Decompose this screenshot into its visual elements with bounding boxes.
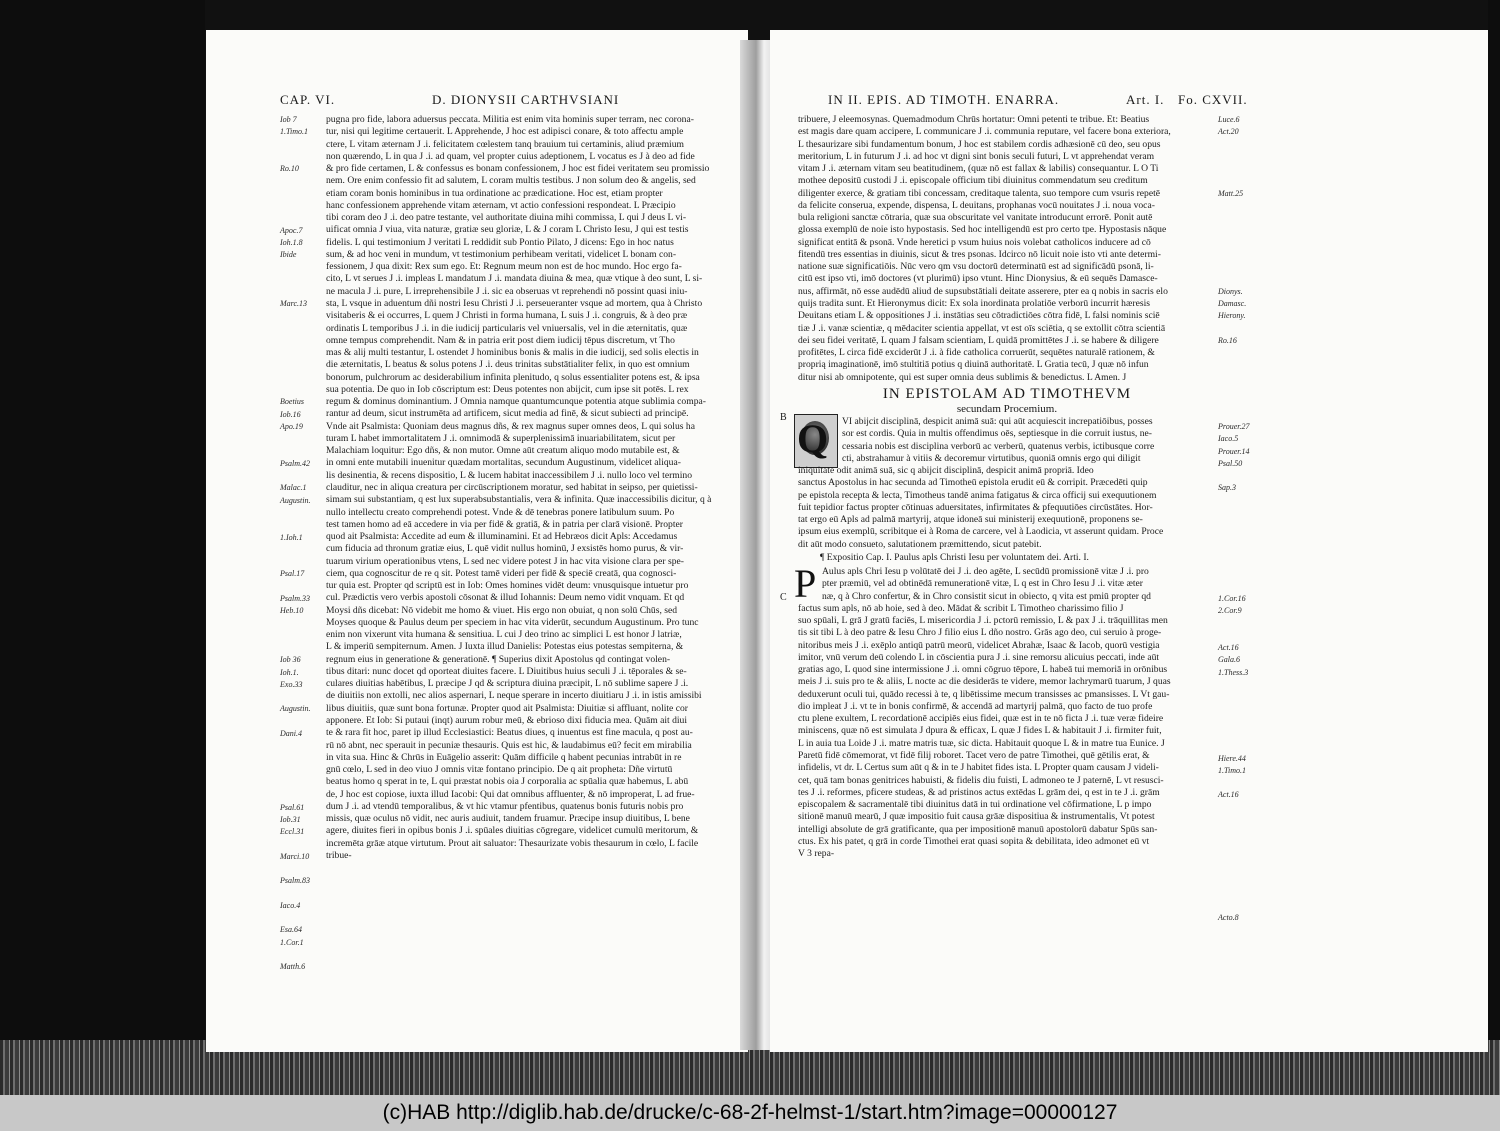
text-line: turam L habet immortalitatem J .i. omnimodā & superplenissimā inuariabilitatem, sicut per	[326, 432, 676, 444]
text-line: cul. Prædictis vero verbis apostoli cōsonat & illud Iohannis: Deum nemo vidit vnquam. Et qd	[326, 592, 685, 604]
scan-right-edge	[1488, 0, 1500, 1095]
text-line: miniscens, quæ nō est simulata J dpura & efficax, L quæ J fides L & habitauit J .i. firmiter fuit,	[798, 725, 1162, 737]
margin-reference: Ibide	[280, 250, 297, 260]
margin-reference: Psal.61	[280, 802, 305, 812]
left-page	[206, 30, 748, 1052]
text-line: test tamen homo ad eā accedere in via per fidē & gratiā, & in patria per clarā visionē. Propter	[326, 518, 683, 530]
text-line: ipsum eius exemplū, scribitque ei à Roma de carcere, vel à Laodicia, vt asserunt quidam. Proce	[798, 526, 1164, 538]
margin-reference: Act.20	[1218, 127, 1239, 137]
text-line: meis J .i. suis pro te & aliis, L nocte ac die desiderās te videre, memor lachrymarū tuarum, J quas	[798, 676, 1171, 688]
text-line: ctere, L vitam æternam J .i. felicitatem cœlestem tanq brauium tui certaminis, aliud præmium	[326, 138, 684, 150]
margin-reference: Prouer.27	[1218, 422, 1250, 431]
margin-reference: Iob.31	[280, 814, 301, 824]
text-line: cti, abstrahamur à vitiis & decoremur virtutibus, quoniā omnis ergo qui diligit	[842, 452, 1141, 464]
text-line: L & imperiū sempiternum. Amen. J Iuxta illud Danielis: Potestas eius potestas sempiterna, &	[326, 641, 684, 653]
text-line: pugna pro fide, labora aduersus peccata. Militia est enim vita hominis super terram, nec corona-	[326, 114, 694, 125]
text-line: dei seu fidei veritatē, L quam J falsam scientiam, L quidā promittētes J .i. se habere & diligere	[798, 334, 1159, 346]
text-line: proprią imaginationē, imō stultitiā potius q diuinā authoritatē. L Gratia tecū, J quæ nō infun	[798, 359, 1149, 371]
text-line: significat entitā & psonā. Vnde heretici p vsum huius nois volebat catholicos inducere ad cō	[798, 236, 1151, 248]
text-line: clauditur, nec in aliqua creatura per circūscriptionem moratur, sed habitat in seipso, per quietissi-	[326, 481, 698, 493]
margin-reference: Apoc.7	[280, 225, 303, 235]
text-line: L thesaurizare sibi fundamentum bonum, J hoc est stabilem cordis adhæsionē cū deo, seu opus	[798, 138, 1161, 150]
margin-reference: 2.Cor.9	[1218, 606, 1242, 616]
text-line: citū est ipso vti, imō doctores (vt plurimū) ipso vtunt. Hinc Dionysius, & eū sequēs Damasce-	[798, 273, 1158, 285]
margin-reference: 1.Cor.16	[1218, 593, 1246, 603]
margin-reference: Luce.6	[1218, 115, 1240, 124]
copyright-footer	[0, 1095, 1500, 1131]
text-line: te & rara fit hoc, paret ip illud Ecclesiastici: Beatus diues, q inuentus est fine macula, q post au-	[326, 727, 693, 739]
text-line: etiam coram bonis hominibus in tua ordinatione ac prædicatione. Hoc est, etiam propter	[326, 187, 663, 199]
text-line: in omni ente mutabili inuenitur quædam mortalitas, secundum Augustinum, videlicet aliqua-	[326, 457, 681, 469]
text-line: sor est cordis. Quia in multis offendimus oēs, septiesque in die corruit iustus, ne-	[842, 428, 1152, 440]
text-line: intelligi absolute de grā gratificante, qua per impositionē manuū apostolorū dabatur Spūs san-	[798, 823, 1158, 835]
text-line: profitētes, L circa fidē exciderūt J .i. à fide catholica corruerūt, sequētes naturalē rationem, &	[798, 347, 1155, 359]
text-line: omne tempus comprehendit. Nam & in patria erit post diem iudicij tēpus discretum, vt Tho	[326, 334, 675, 346]
margin-reference: Acto.8	[1218, 913, 1239, 923]
text-line: mas & alij multi testantur, L ostendet J hominibus bonis & malis in die iudicij, sed solis electis in	[326, 347, 699, 359]
text-line: nus, affirmāt, nō esse audēdū aliud de supsubstātiali deitate asserere, pter ea q nobis in sacris elo	[798, 285, 1168, 297]
section-marker-b: B	[780, 412, 787, 423]
margin-reference: Ioh.1.8	[280, 237, 303, 247]
right-margin-notes	[1218, 114, 1278, 923]
text-line: tis sit tibi L à deo patre & Iesu Chro J filio eius L dño nostro. Grās ago deo, cui seruio à proge-	[798, 627, 1162, 639]
text-line: episcopalem & sacramentalē tibi diuinitus datā in tui ordinatione vel cōfirmatione, L p impo	[798, 799, 1152, 811]
text-line: cessaria nobis est disciplina verborū ac verberū, quatenus verbis, ictibusque corre	[842, 440, 1155, 452]
margin-reference: Prouer.14	[1218, 446, 1250, 456]
text-line: fuit tepidior factus propter cōtinuas aduersitates, infirmitates & pfequutiōes circūstātes. Hor-	[798, 501, 1153, 513]
text-line: sua potentia. De quo in Iob cōscriptum est: Deus potentes non abijcit, cum ipse sit potēs. L rex	[326, 383, 689, 395]
text-line: in vita sua. Hinc & Chrūs in Euāgelio asserit: Quām difficile q habent pecunias intrabūt in re	[326, 751, 682, 763]
margin-reference: Marc.13	[280, 299, 308, 309]
prologue-text	[798, 416, 1216, 552]
margin-reference: Psal.17	[280, 569, 305, 579]
chapter-label: CAP. VI.	[280, 92, 336, 107]
article-label: Art. I.	[1126, 92, 1165, 107]
text-line: tur quia est. Propter qd scriptū est in Iob: Omes homines vidēt deum: vnusquisque intuetur pro	[326, 580, 689, 592]
margin-reference: Heb.10	[280, 606, 304, 616]
text-line: tribue-	[326, 849, 352, 861]
margin-reference: Iaco.5	[1218, 434, 1239, 444]
text-line: rū nō abnt, nec sperauit in pecuniæ thesauris. Quis est hic, & laudabimus eū? fecit em mirabilia	[326, 739, 692, 751]
margin-reference: Psalm.83	[280, 876, 310, 886]
text-line: tibi coram deo J .i. deo patre testante, vel authoritate diuina mihi commissa, L qui J deus L vi-	[326, 212, 687, 224]
margin-reference: Dionys.	[1218, 286, 1243, 296]
text-line: fitendū tres essentias in diuinis, sicut & tres psonas. Idcirco nō licuit noie isto vti ante determi-	[798, 248, 1161, 260]
margin-reference: Ro.16	[1218, 336, 1237, 346]
margin-reference: Psal.50	[1218, 458, 1243, 468]
text-line: glossa exemplū de noie isto hypostasis. Sed hoc intelligendū est pro certo tpe. Hypostasis nāque	[798, 224, 1167, 236]
text-line: Vnde ait Psalmista: Quoniam deus magnus dñs, & rex magnus super omnes deos, L qui solus ha	[326, 420, 695, 432]
text-line: iniquitatē odit animā suā, sic q abijcit disciplinā, despicit animā propriā. Ideo	[798, 465, 1094, 477]
text-line: tuarum virium operationibus vtens, L sed nec videre potest J in hac vita visione clara per spe-	[326, 555, 684, 567]
text-line: VI abijcit disciplinā, despicit animā suā: qui aūt acquiescit increpatiōibus, posses	[842, 416, 1153, 427]
text-line: fidelis. L qui testimonium J veritati L reddidit sub Pontio Pilato, J dicens: Ego in hoc natus	[326, 236, 674, 248]
margin-reference: Sap.3	[1218, 483, 1236, 493]
margin-reference: Ioh.1.	[280, 667, 299, 677]
text-line: ciem, qua cognoscitur de re q sit. Potest tamē videri per fidē & speciē creatā, qua cognosci-	[326, 567, 677, 579]
right-page	[770, 30, 1488, 1052]
text-line: Malachiam loquitur: Ego dñs, & non mutor. Omne aūt creatum aliquo modo mutabile est, &	[326, 445, 680, 457]
text-line: quijs tradita sunt. Et Hieronymus dicit: Ex sola inordinata prolatiōe verborū incurrit hæresis	[798, 297, 1150, 309]
text-line: ditur nisi ab omnipotente, qui est super omnia deus sublimis & benedictus. L Amen. J	[798, 371, 1127, 383]
text-line: ctu plene exultem, L recordationē accipiēs eius fidei, quæ est in te nō ficta J .i. tuæ veræ fideire	[798, 713, 1164, 725]
text-line: ne macula J .i. pure, L irreprehensibile J .i. sic ea obseruas vt reprehendi nō possint quasi iniu-	[326, 285, 688, 297]
text-line: missis, quæ oculus nō vidit, nec auris audiuit, tandem fruamur. Præcipe insup diuitibus, L bene	[326, 813, 690, 825]
section-subtitle: secundam Procemium.	[956, 403, 1058, 415]
text-line: V 3 repa-	[798, 848, 835, 860]
text-line: apponere. Et Iob: Si putaui (inqt) aurum robur meū, & ebrioso dixi fiducia mea. Quām ait diui	[326, 715, 688, 727]
margin-reference: Iob 7	[280, 115, 297, 124]
running-title: D. DIONYSII CARTHVSIANI	[432, 92, 620, 107]
margin-reference: Augustin.	[280, 704, 311, 714]
margin-reference: Matt.25	[1218, 188, 1244, 198]
text-line: libus diuitiis, quæ sunt bona fortunæ. Propter quod ait Psalmista: Diuitiæ si affluant, nolite cor	[326, 702, 688, 714]
text-line: nullo intellectu creato comprehendi potest. Vnde & dē tenebras ponere latibulum suum. Po	[326, 506, 675, 518]
text-line: mothee depositū custodi J .i. episcopale officium tibi diuinitus commendatum seu creditum	[798, 175, 1148, 187]
text-line: Paretū fidē cōmemorat, vt fidē filij roboret. Tacet vero de patre Timothei, quē gētilis erat, &	[798, 749, 1150, 761]
text-line: tribuere, J eleemosynas. Quemadmodum Chrūs hortatur: Omni petenti te tribue. Et: Beatius	[798, 114, 1150, 125]
margin-reference: Ro.10	[280, 164, 299, 174]
margin-reference: Hierony.	[1218, 311, 1246, 321]
drop-initial-letter: Q	[797, 416, 829, 461]
text-line: pe epistola recepta & lecta, Timotheus tandē anima fatigatus & circa officij sui exequutionem	[798, 489, 1157, 501]
text-line: de diuitiis non extolli, nec alios aspernari, L neque sperare in incerto diuitiaru J .i. in istis amissibi	[326, 690, 702, 702]
text-line: tes J .i. reformes, pficere studeas, & ad pristinos actus extēdas L grām dei, q est in te J .i. grām	[798, 786, 1160, 798]
text-line: gratias ago, L quod sine intermissione J .i. omni cōgruo tēpore, L habeā tui memoriā in orōnibus	[798, 664, 1168, 676]
text-line: deduxerunt oculi tui, quādo recessi à te, q libētissime mecum transisses ac pmansisses. L Vt gau-	[798, 688, 1170, 700]
left-body-text	[326, 114, 746, 994]
margin-reference: Augustin.	[280, 495, 311, 505]
text-line: cito, L vt serues J .i. impleas L mandatum J .i. mandata diuina & mea, quæ vtique à deo sunt, L si-	[326, 273, 703, 285]
margin-reference: Gala.6	[1218, 655, 1240, 665]
exposition-heading: ¶ Expositio Cap. I. Paulus apls Christi Iesu per voluntatem dei. Arti. I.	[820, 552, 1089, 563]
margin-reference: Iob.16	[280, 409, 301, 419]
text-line: infidelis, vt dr. L Certus sum aūt q & in te J habitet fides ista. L Propter quam causam J videli-	[798, 762, 1159, 774]
left-margin-notes	[280, 114, 326, 972]
text-line: enim non vixerunt vita humana & sensitiua. L cui J deo trino ac simplici L est honor J latriæ,	[326, 629, 682, 641]
text-line: da felicite conserua, expende, dispensa, L deuitans, prophanas vocū nouitates J .i. noua voca-	[798, 199, 1155, 211]
text-line: natione suæ significatiōis. Nūc vero qm vsu doctorū determinatū est ad significādū psonā, li-	[798, 261, 1154, 273]
folio-label: Fo. CXVII.	[1178, 92, 1248, 107]
text-line: lis desinentia, & recens dispositio, L & lucem habitat inaccessibilem J .i. nullo loco vel termino	[326, 469, 692, 481]
text-line: dum J .i. ad vtendū temporalibus, & vt hic vtamur pfentibus, quatenus bonis futuris nobis pro	[326, 800, 684, 812]
margin-reference: Act.16	[1218, 643, 1239, 653]
margin-reference: Exo.33	[280, 679, 303, 689]
text-line: de, J hoc est copiose, iuxta illud Iacobi: Qui dat omnibus affluenter, & nō improperat, L ad frue-	[326, 788, 695, 800]
text-line: beatus homo q sperat in te, L qui præstat nobis oia J corporalia ac spūalia quæ habemus, L abū	[326, 776, 689, 788]
margin-reference: Matth.6	[280, 962, 306, 972]
text-line: rantur ad deum, sicut instrumēta ad artificem, sicut media ad finē, & sicut subiecti ad principē.	[326, 408, 689, 420]
section-marker-c: C	[780, 592, 787, 603]
text-line: & pro fide certamen, L & confessus es bonam confessionem, J hoc est fidei veritatem seu promissio	[326, 163, 710, 175]
text-line: vitam J .i. æternam vitam seu beatitudinem, (quæ nō est fallax & labilis) consequantur. L O Ti	[798, 163, 1159, 175]
running-title: IN II. EPIS. AD TIMOTH. ENARRA.	[828, 92, 1060, 107]
exposition-text	[798, 566, 1216, 866]
text-line: L in auia tua Loide J .i. matre matris tuæ, sic dicta. Habitauit quoque L & in matre tua Eunice. J	[798, 737, 1165, 749]
p-initial: P	[794, 561, 817, 606]
text-line: visitaberis & ei occurres, L quem J Christi in forma humana, L suis J .i. congruis, & à deo præ	[326, 310, 688, 322]
text-line: cum fiducia ad thronum gratiæ eius, L quē vidit nullus hominū, J exsistēs homo purus, & vir-	[326, 543, 684, 555]
margin-reference: 1.Timo.1	[280, 127, 309, 137]
text-line: non quærendo, L in qua J .i. ad quam, vel propter cuius adeptionem, L vocatus es J à deo ad fide	[326, 150, 695, 162]
text-line: regum & dominus dominantium. J Omnia namque quantumcunque potentia atque sublimia compa-	[326, 396, 706, 408]
text-line: tur, nisi qui legitime certauerit. L Apprehende, J hoc est adipisci conare, & toto affectu ample	[326, 126, 684, 138]
text-line: sitionē manuū mearū, J quæ impositio fuit causa grāæ dispositiua & instrumentalis, Vt potest	[798, 811, 1155, 823]
text-line: suo spūali, L grā J gratū faciēs, L misericordia J .i. pctorū remissio, L & pax J .i. trāquillitas men	[798, 615, 1168, 627]
text-line: meritorium, L in futurum J .i. ad hoc vt digni sint bonis seculi futuri, L vt apprehendat veram	[798, 150, 1155, 162]
text-line: Aulus apls Chri Iesu p volūtatē dei J .i. deo agēte, L secūdū promissionē vitæ J .i. pro	[822, 566, 1149, 577]
text-line: dio impleat J .i. vt te in bonis confirmē, & accendā ad martyrij palmā, quo facto de tuo profe	[798, 700, 1153, 712]
text-line: die æternitatis, L beatus & solus potens J .i. deus trinitas substātialiter felix, in quo est omnium	[326, 359, 690, 371]
text-line: Deuitans etiam L & oppositiones J .i. instātias seu cōtradictiōes cōtra fidē, L falsi nominis sciē	[798, 310, 1160, 322]
text-line: sanctus Apostolus in hac secunda ad Timotheū epistola erudit eū & corripit. Præcedēti quip	[798, 477, 1148, 489]
text-line: ordinatis L temporibus J .i. in die iudicij particularis vel vniuersalis, vel in die æternitatis, quæ	[326, 322, 688, 334]
text-line: ctus. Ex his patet, q grā in corde Timothei erat quasi sopita & debilitata, ideo admonet eū vt	[798, 835, 1150, 847]
margin-reference: Apo.19	[280, 422, 303, 431]
scan-left-edge	[0, 0, 205, 1095]
text-line: imitor, vnū verum deū colendo L in cōscientia pura J .i. sine remorsu alicuius peccati, inde aūt	[798, 651, 1160, 663]
text-line: hanc confessionem apprehende vitam æternam, vt actio confessioni respondeat. L Præcipio	[326, 199, 676, 211]
margin-reference: Malac.1	[280, 483, 307, 493]
text-line: diligenter exerce, & gratiam tibi concessam, creditaque talenta, suo tempore cum vsuris repetē	[798, 187, 1161, 199]
margin-reference: Iob 36	[280, 655, 301, 665]
margin-reference: Act.16	[1218, 790, 1239, 800]
text-line: incremēta grāæ atque virtutum. Prout ait saluator: Thesaurizate vobis thesaurum in cœlo, L facile	[326, 837, 699, 849]
text-line: cet, quā tam bonas genitrices habuisti, & fidelis diu fuisti, L admoneo te J paternē, L vt resusci-	[798, 774, 1164, 786]
text-line: tibus ditari: nunc docet qd oporteat diuites facere. L Diuitibus huius seculi J .i. tēporales & se-	[326, 665, 687, 677]
text-line: bula religioni sanctæ cōtraria, quæ sua obscuritate vel vanitate introducunt errorē. Ponit autē	[798, 212, 1153, 224]
margin-reference: Esa.64	[280, 925, 302, 935]
margin-reference: Dani.4	[280, 729, 302, 738]
margin-reference: Eccl.31	[280, 827, 305, 837]
text-line: tiæ J .i. vanæ scientiæ, q mēdaciter scientia appellat, vt est oīs sciētia, q se extollit cōtra scientiā	[798, 322, 1166, 334]
margin-reference: Hiere.44	[1218, 753, 1246, 763]
text-line: factus sum apls, nō ab hoie, sed à deo. Mādat & scribit L Timotheo charissimo filio J	[798, 602, 1124, 614]
margin-reference: 1.Ioh.1	[280, 532, 303, 542]
margin-reference: Psalm.42	[280, 458, 310, 468]
text-line: tat ergo eū Apls ad palmā martyrij, atque idoneā sui ministerij exequutionē, proponens se-	[798, 514, 1143, 526]
text-line: Moyses quoque & Paulus deum per speciem in hac vita viderūt, secundum Augustinum. Pro tunc	[326, 616, 699, 628]
text-line: nitoribus meis J .i. exēplo antiqū patrū meorū, videlicet Abrahæ, Isaac & Iacob, quorū vestigia	[798, 639, 1160, 651]
text-line: dit aūt modo consueto, salutationem præmittendo, sicut patebit.	[798, 538, 1042, 550]
text-line: sta, L vsque in aduentum dñi nostri Iesu Christi J .i. perseueranter vsque ad mortem, qua à Christo	[326, 297, 703, 309]
text-line: uificat omnia J viua, vita naturæ, gratiæ seu gloriæ, L & J coram L Christo Iesu, J qui est testis	[326, 224, 689, 236]
footer-text: (c)HAB http://diglib.hab.de/drucke/c-68-2f-helmst-1/start.htm?image=00000127	[382, 1101, 1118, 1124]
text-line: gnū cœlo, L sed in deo viuo J omnis vitæ fontano principio. De q ait propheta: Dñe virtutū	[326, 764, 673, 776]
text-line: sum, & ad hoc veni in mundum, vt testimonium perhibeam veritati, videlicet L bonam con-	[326, 248, 677, 260]
text-line: Moysi dñs dicebat: Nō videbit me homo & viuet. His ergo non obuiat, q non solū Chūs, sed	[326, 604, 678, 616]
margin-reference: Damasc.	[1218, 299, 1247, 309]
text-line: culares diuitias habētibus, L præcipe J qd & scriptura diuina præcipit, L nō sublime sapere J .i.	[326, 678, 689, 690]
margin-reference: Boetius	[280, 397, 304, 407]
margin-reference: Psalm.33	[280, 593, 310, 603]
margin-reference: 1.Thess.3	[1218, 667, 1249, 677]
text-line: regnum eius in generatione & generationē. ¶ Superius dixit Apostolus qd contingat volen-	[326, 653, 671, 665]
margin-reference: Marci.10	[280, 851, 310, 861]
text-line: agere, diuites fieri in opibus bonis J .i. spūales diuitias cōgregare, videlicet cumulū meritorum, &	[326, 825, 699, 837]
text-line: næ, q à Chro confertur, & in Chro consistit sicut in obiecto, q vita est pmiū propter qd	[822, 590, 1151, 602]
margin-reference: Iaco.4	[280, 900, 301, 910]
text-line: simam sui substantiam, q est lux superabsubstantialis, vera & infinita. Quæ inaccessibilis dicitur, q à	[326, 494, 712, 506]
right-body-text-top	[798, 114, 1216, 386]
text-line: quod ait Psalmista: Accedite ad eum & illuminamini. Et ad Hebræos dicit Apls: Accedamus	[326, 531, 678, 543]
margin-reference: 1.Cor.1	[280, 937, 304, 947]
section-title: IN EPISTOLAM AD TIMOTHEVM	[882, 386, 1132, 402]
text-line: nem. Ore enim confessio fit ad salutem, L coram multis testibus. J non solum deo & angelis, sed	[326, 175, 696, 187]
margin-reference: 1.Timo.1	[1218, 765, 1247, 775]
text-line: pter præmiū, vel ad obtinēdā remunerationē vitæ, L q est in Chro Iesu J .i. vitæ æter	[822, 578, 1143, 590]
text-line: est magis dare quam accipere, L communicare J .i. communia reputare, vel facere bona exteriora,	[798, 126, 1171, 138]
text-line: fessionem, J qua dixit: Rex sum ego. Et: Regnum meum non est de hoc mundo. Hoc ergo fa-	[326, 261, 682, 273]
text-line: bonorum, pulchrorum ac desiderabilium infinita plenitudo, q solus essentialiter potens est, & ipsa	[326, 371, 700, 383]
